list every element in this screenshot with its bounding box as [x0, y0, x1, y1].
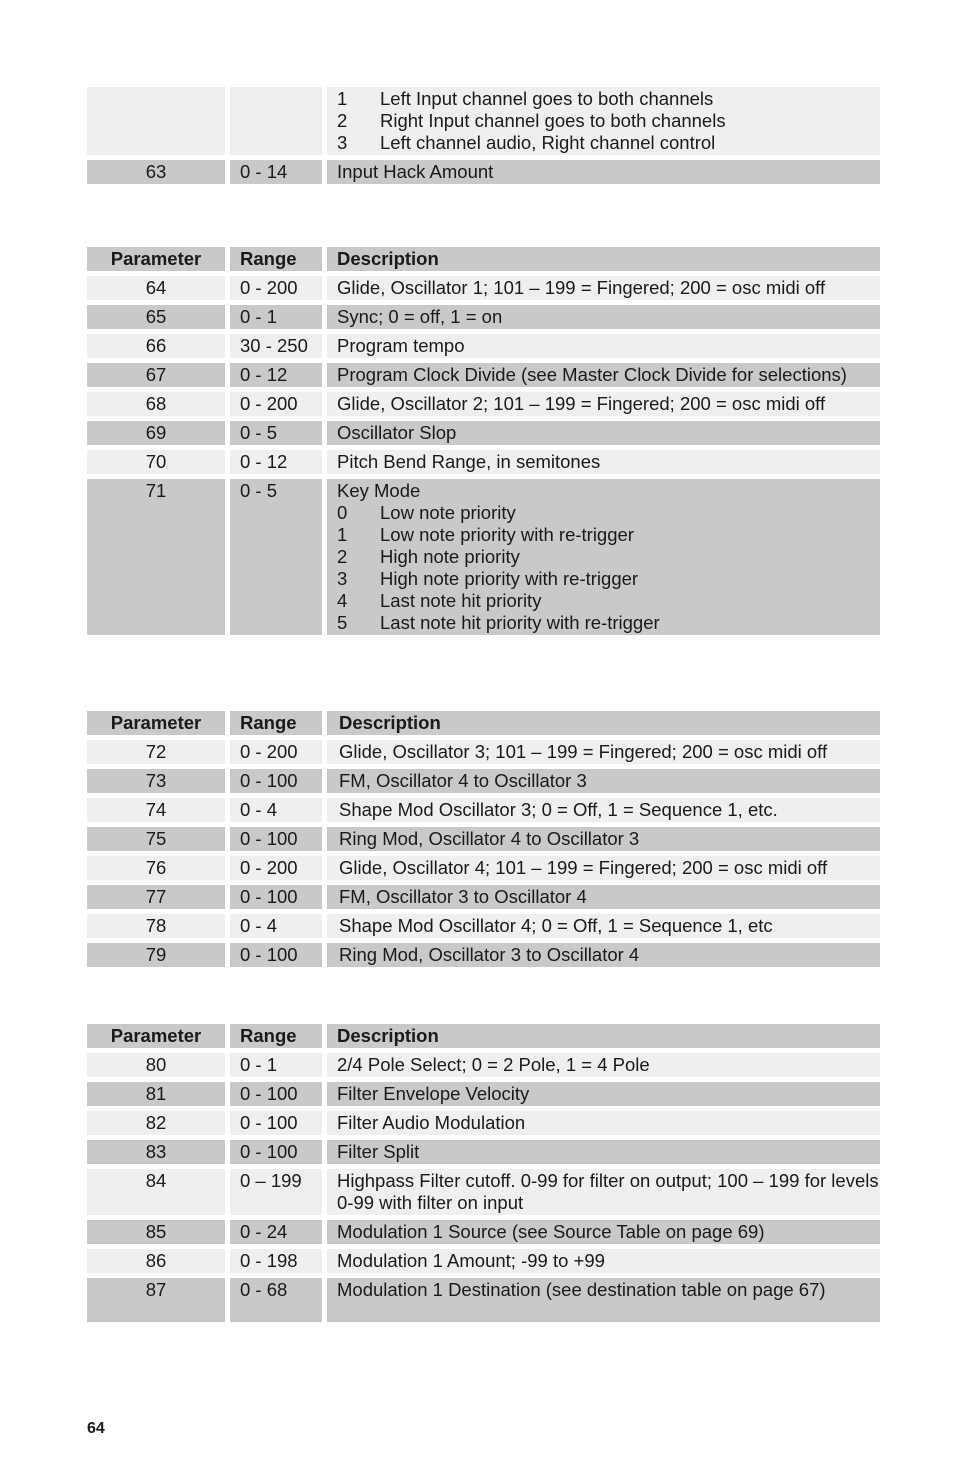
table-row [87, 421, 880, 445]
param-cell: 84 [87, 1169, 225, 1215]
desc-cell [327, 479, 880, 635]
table-row [87, 1140, 880, 1164]
table-row [87, 363, 880, 387]
range-cell: 0 - 100 [230, 1082, 322, 1106]
option-line: 0 Low note priority [337, 502, 516, 523]
table-header [87, 1024, 880, 1048]
param-cell: 65 [87, 305, 225, 329]
param-cell: 82 [87, 1111, 225, 1135]
range-cell: 0 - 100 [230, 943, 322, 967]
desc-cell: Program tempo [327, 334, 880, 358]
table-row [87, 160, 880, 184]
param-cell: 80 [87, 1053, 225, 1077]
range-cell: 0 - 100 [230, 1140, 322, 1164]
desc-cell: Modulation 1 Destination (see destination table on page 67) [327, 1278, 880, 1322]
range-cell: 0 - 14 [230, 160, 322, 184]
param-cell: 66 [87, 334, 225, 358]
table-row [87, 856, 880, 880]
param-cell: 69 [87, 421, 225, 445]
param-cell: 68 [87, 392, 225, 416]
param-cell: 83 [87, 1140, 225, 1164]
desc-cell: Modulation 1 Source (see Source Table on page 69) [327, 1220, 880, 1244]
table-row [87, 1278, 880, 1322]
desc-cell: Oscillator Slop [327, 421, 880, 445]
desc-cell: Highpass Filter cutoff. 0-99 for filter on output; 100 – 199 for levels 0-99 with filter on input [327, 1169, 880, 1215]
option-line: 3 Left channel audio, Right channel control [337, 132, 716, 153]
table-row [87, 276, 880, 300]
desc-cell: Shape Mod Oscillator 4; 0 = Off, 1 = Sequence 1, etc [327, 914, 880, 938]
table-row [87, 1249, 880, 1273]
desc-cell: Filter Split [327, 1140, 880, 1164]
table-row [87, 305, 880, 329]
desc-cell: Filter Audio Modulation [327, 1111, 880, 1135]
desc-cell: Sync; 0 = off, 1 = on [327, 305, 880, 329]
desc-cell: Glide, Oscillator 4; 101 – 199 = Fingered; 200 = osc midi off [327, 856, 880, 880]
range-cell: 0 - 1 [230, 1053, 322, 1077]
param-cell: 73 [87, 769, 225, 793]
table-row [87, 740, 880, 764]
table-row [87, 334, 880, 358]
desc-cell: Glide, Oscillator 2; 101 – 199 = Fingered; 200 = osc midi off [327, 392, 880, 416]
table-row [87, 1082, 880, 1106]
table-row [87, 827, 880, 851]
range-cell: 30 - 250 [230, 334, 322, 358]
table-row [87, 1220, 880, 1244]
param-cell: 63 [87, 160, 225, 184]
range-cell: 0 - 68 [230, 1278, 322, 1322]
desc-cell: Glide, Oscillator 3; 101 – 199 = Fingered; 200 = osc midi off [327, 740, 880, 764]
table-row [87, 450, 880, 474]
param-cell: 64 [87, 276, 225, 300]
range-cell: 0 - 200 [230, 856, 322, 880]
option-line: 5 Last note hit priority with re-trigger [337, 612, 660, 633]
range-cell: 0 - 24 [230, 1220, 322, 1244]
range-cell: 0 - 4 [230, 798, 322, 822]
param-cell [87, 87, 225, 155]
range-cell: 0 - 200 [230, 276, 322, 300]
param-cell: 71 [87, 479, 225, 635]
range-cell: 0 - 200 [230, 392, 322, 416]
param-cell: 86 [87, 1249, 225, 1273]
range-cell: 0 - 100 [230, 885, 322, 909]
table-row [87, 1111, 880, 1135]
desc-cell: Program Clock Divide (see Master Clock Divide for selections) [327, 363, 880, 387]
table-oscillator-3-4 [87, 711, 880, 972]
param-cell: 72 [87, 740, 225, 764]
header-parameter: Parameter [87, 711, 225, 735]
table-row [87, 392, 880, 416]
param-cell: 70 [87, 450, 225, 474]
range-cell [230, 87, 322, 155]
range-cell: 0 - 5 [230, 479, 322, 635]
param-cell: 85 [87, 1220, 225, 1244]
param-cell: 78 [87, 914, 225, 938]
range-cell: 0 - 5 [230, 421, 322, 445]
desc-cell: Input Hack Amount [327, 160, 880, 184]
desc-cell [327, 87, 880, 155]
header-parameter: Parameter [87, 247, 225, 271]
table-row [87, 769, 880, 793]
param-cell: 76 [87, 856, 225, 880]
page-number: 64 [87, 1420, 105, 1437]
desc-cell: Modulation 1 Amount; -99 to +99 [327, 1249, 880, 1273]
table-row [87, 1053, 880, 1077]
param-cell: 79 [87, 943, 225, 967]
header-range: Range [230, 711, 322, 735]
param-cell: 67 [87, 363, 225, 387]
header-description: Description [327, 247, 880, 271]
header-description: Description [327, 1024, 880, 1048]
desc-cell: Glide, Oscillator 1; 101 – 199 = Fingered; 200 = osc midi off [327, 276, 880, 300]
table-row [87, 885, 880, 909]
header-parameter: Parameter [87, 1024, 225, 1048]
desc-cell: Ring Mod, Oscillator 3 to Oscillator 4 [327, 943, 880, 967]
table-row [87, 87, 880, 155]
desc-cell: 2/4 Pole Select; 0 = 2 Pole, 1 = 4 Pole [327, 1053, 880, 1077]
table-header [87, 711, 880, 735]
desc-cell: Filter Envelope Velocity [327, 1082, 880, 1106]
header-range: Range [230, 247, 322, 271]
desc-cell: Ring Mod, Oscillator 4 to Oscillator 3 [327, 827, 880, 851]
option-line: 2 High note priority [337, 546, 520, 567]
range-cell: 0 - 12 [230, 450, 322, 474]
desc-cell: Pitch Bend Range, in semitones [327, 450, 880, 474]
range-cell: 0 - 4 [230, 914, 322, 938]
param-cell: 74 [87, 798, 225, 822]
desc-cell: Shape Mod Oscillator 3; 0 = Off, 1 = Sequence 1, etc. [327, 798, 880, 822]
range-cell: 0 – 199 [230, 1169, 322, 1215]
table-row [87, 479, 880, 635]
table-row [87, 943, 880, 967]
range-cell: 0 - 12 [230, 363, 322, 387]
desc-cell: FM, Oscillator 3 to Oscillator 4 [327, 885, 880, 909]
table-filter-modulation [87, 1024, 880, 1327]
option-line: 1 Low note priority with re-trigger [337, 524, 634, 545]
option-line: 4 Last note hit priority [337, 590, 542, 611]
table-row [87, 798, 880, 822]
option-line: 2 Right Input channel goes to both channels [337, 110, 726, 131]
param-cell: 75 [87, 827, 225, 851]
param-cell: 77 [87, 885, 225, 909]
table-oscillator-1-2 [87, 247, 880, 640]
table-header [87, 247, 880, 271]
table-row [87, 914, 880, 938]
param-cell: 81 [87, 1082, 225, 1106]
option-line: 1 Left Input channel goes to both channels [337, 88, 714, 109]
header-description: Description [327, 711, 880, 735]
range-cell: 0 - 200 [230, 740, 322, 764]
table-row [87, 1169, 880, 1215]
key-mode-title: Key Mode [337, 480, 421, 501]
range-cell: 0 - 100 [230, 769, 322, 793]
param-cell: 87 [87, 1278, 225, 1322]
range-cell: 0 - 1 [230, 305, 322, 329]
header-range: Range [230, 1024, 322, 1048]
range-cell: 0 - 100 [230, 827, 322, 851]
desc-cell: FM, Oscillator 4 to Oscillator 3 [327, 769, 880, 793]
range-cell: 0 - 198 [230, 1249, 322, 1273]
table-continuation [87, 87, 880, 189]
range-cell: 0 - 100 [230, 1111, 322, 1135]
option-line: 3 High note priority with re-trigger [337, 568, 639, 589]
